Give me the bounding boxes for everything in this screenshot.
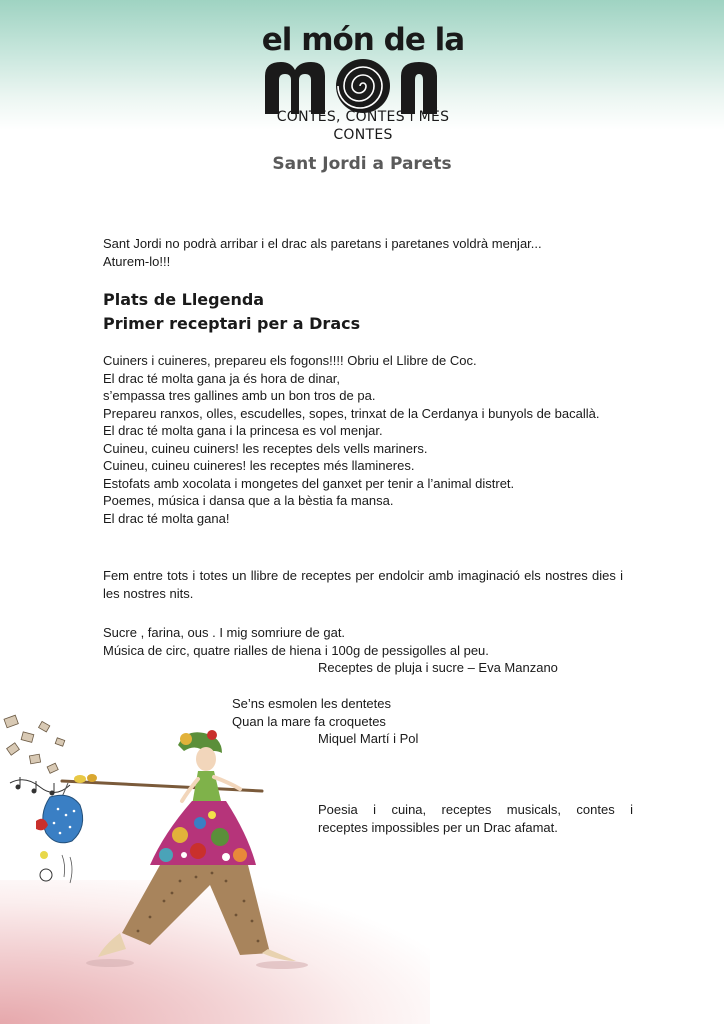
closing-text [318,801,633,836]
quote-credit: Receptes de pluja i sucre – Eva Manzano [318,660,558,675]
walking-woman-illustration [0,705,330,985]
quote-line: Sucre , farina, ous . I mig somriure de gat. [103,625,346,640]
poem-line: s’empassa tres gallines amb un bon tros de pa. [103,388,376,403]
lemon-icon [87,774,97,782]
poem-line: Prepareu ranxos, olles, escudelles, sopes, trinxat de la Cerdanya i bunyols de bacallà. [103,405,600,421]
quote-line: Quan la mare fa croquetes [232,713,386,729]
section-subheading: Primer receptari per a Dracs [103,314,361,333]
poem-line: Estofats amb xocolata i mongetes del ganxet per tenir a l’animal distret. [103,475,515,491]
quote-eva-manzano [103,624,643,659]
quote-line: Se’ns esmolen les dentetes [232,696,391,711]
flower-icon [40,851,48,859]
quote-line: Música de circ, quatre rialles de hiena i 100g de pessigolles al peu. [103,642,489,658]
recipe-book-paragraph: Fem entre tots i totes un llibre de receptes per endolcir amb imaginació els nostres dies i les nostres nits. [103,568,623,601]
poem-line: Cuineu, cuineu cuiners! les receptes dels vells mariners. [103,440,428,456]
flying-papers-icon [4,715,65,773]
logo-line1: el món de la [261,22,465,58]
woman-figure [86,730,308,969]
intro-line: Sant Jordi no podrà arribar i el drac als paretans i paretanes voldrà menjar... [103,236,542,251]
lemon-icon [74,775,86,783]
section-heading: Plats de Llegenda [103,290,265,309]
poem-line: El drac té molta gana! [103,510,230,526]
poem-line: Cuineu, cuineu cuineres! les receptes més llamineres. [103,458,415,473]
intro-text [103,235,623,270]
poem-line: El drac té molta gana i la princesa es vol menjar. [103,423,383,438]
closing-line: Poesia i cuina, receptes musicals, contes i [318,802,633,817]
scribble-icon [62,855,72,883]
poem-line: El drac té molta gana ja és hora de dinar, [103,370,341,386]
music-notes-icon [10,777,70,795]
poem-line: Poemes, música i dansa que a la bèstia fa mansa. [103,493,394,508]
poem-line: Cuiners i cuineres, prepareu els fogons!!!! Obriu el Llibre de Coc. [103,353,477,368]
logo [255,22,471,143]
poem [103,352,643,527]
page-title: Sant Jordi a Parets [272,154,452,174]
logo-mon-graphic [261,54,465,116]
closing-line: receptes impossibles per un Drac afamat. [318,819,558,835]
logo-tagline: CONTES, CONTES i MÉS CONTES [276,109,450,143]
quote-credit: Miquel Martí i Pol [318,731,419,746]
pocket-watch-icon [40,869,52,881]
intro-line: Aturem-lo!!! [103,253,171,269]
